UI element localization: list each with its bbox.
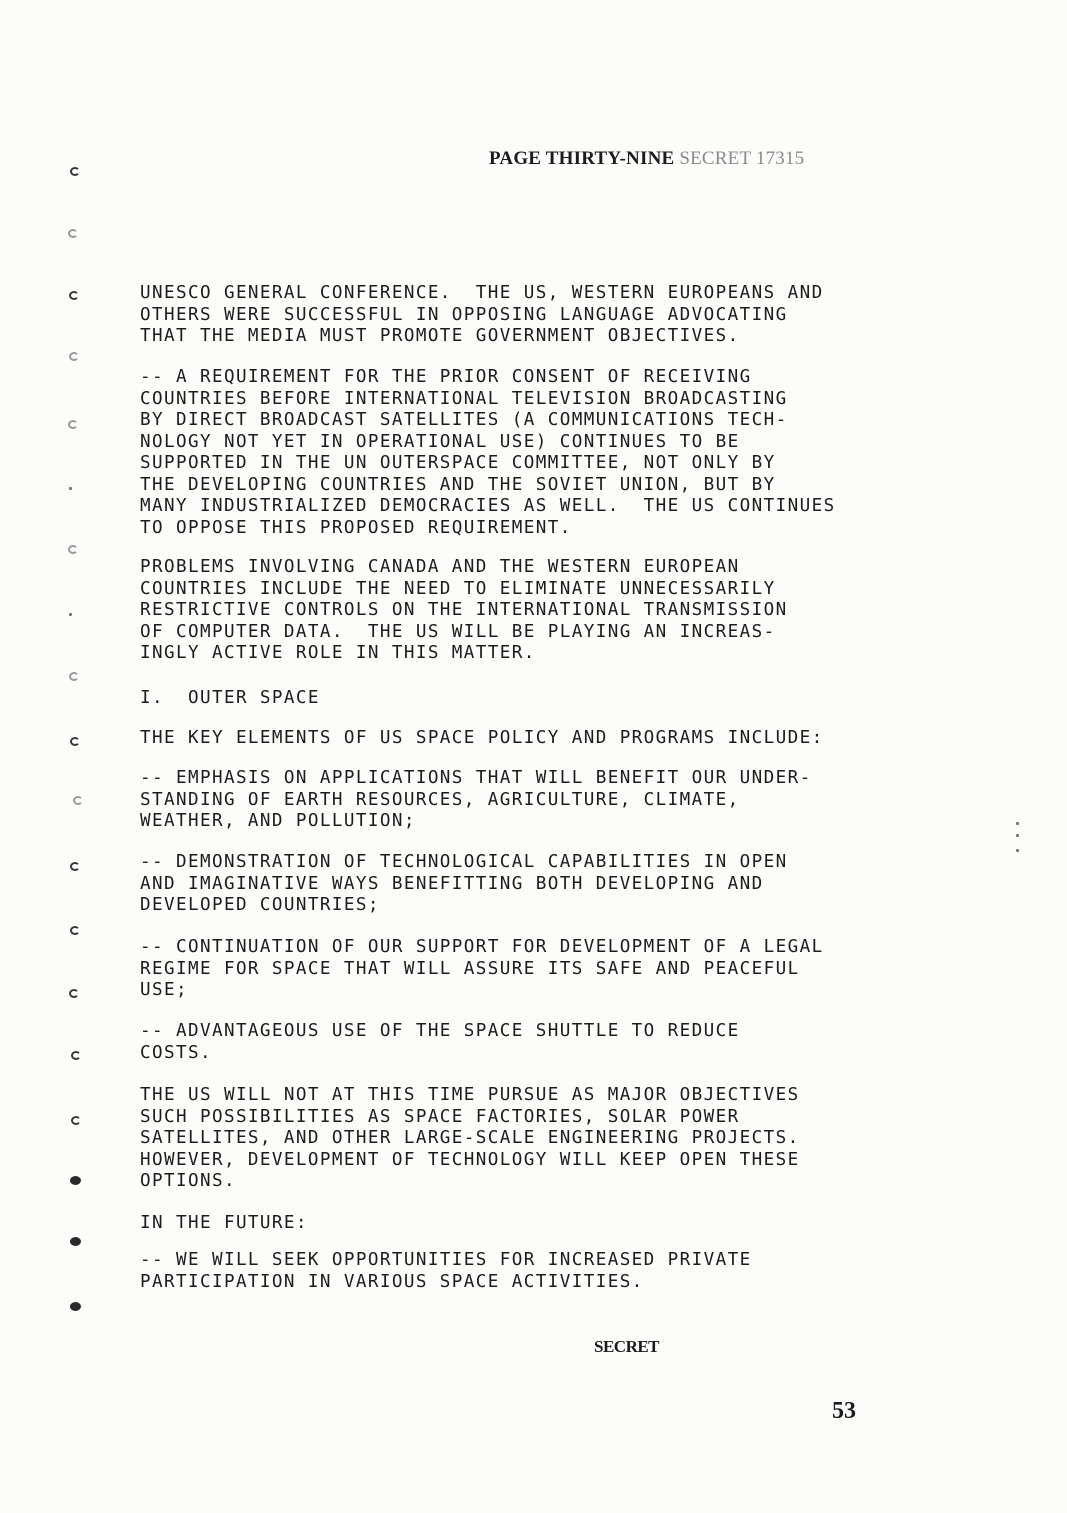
paragraph-continuation: -- CONTINUATION OF OUR SUPPORT FOR DEVELOPMENT OF A LEGAL REGIME FOR SPACE THAT WILL ASSURE ITS SAFE AND PEACEFUL USE; xyxy=(140,937,824,1000)
margin-hole-mark xyxy=(70,167,80,176)
margin-hole-mark xyxy=(70,1176,81,1185)
margin-hole-mark xyxy=(73,796,83,805)
margin-hole-mark xyxy=(69,672,79,681)
margin-hole-mark xyxy=(70,1237,81,1246)
paragraph-prior-consent: -- A REQUIREMENT FOR THE PRIOR CONSENT OF RECEIVING COUNTRIES BEFORE INTERNATIONAL TELEVISION BROADCASTING BY DIRECT BROADCAST SATELLITES (A COMMUNICATIONS TECH- NOLOGY NOT YET IN OPERATIONAL USE) CONTINUES TO BE SUPPORTED IN THE UN OUTERSPACE COMMITTEE, NOT ONLY BY THE DEVELOPING COUNTRIES AND THE SOVIET UNION, BUT BY MANY INDUSTRIALIZED DEMOCRACIES AS WELL. THE US CONTINUES TO OPPOSE THIS PROPOSED REQUIREMENT. xyxy=(140,367,836,538)
margin-hole-mark xyxy=(69,291,79,300)
margin-hole-mark xyxy=(70,862,80,871)
page-label-faint: SECRET 17315 xyxy=(679,148,805,169)
page-number: 53 xyxy=(832,1398,856,1424)
margin-speck xyxy=(1016,849,1019,852)
section-heading-outer-space: I. OUTER SPACE xyxy=(140,688,320,708)
margin-hole-mark xyxy=(69,352,79,361)
margin-hole-mark xyxy=(68,545,78,554)
margin-speck xyxy=(69,487,72,490)
margin-hole-mark xyxy=(69,989,79,998)
margin-hole-mark xyxy=(68,229,78,238)
margin-hole-mark xyxy=(70,1302,81,1311)
paragraph-in-the-future: IN THE FUTURE: xyxy=(140,1213,308,1233)
margin-hole-mark xyxy=(71,1116,81,1125)
margin-hole-mark xyxy=(70,737,80,746)
paragraph-canada-europe: PROBLEMS INVOLVING CANADA AND THE WESTERN EUROPEAN COUNTRIES INCLUDE THE NEED TO ELIMINATE UNNECESSARILY RESTRICTIVE CONTROLS ON THE INTERNATIONAL TRANSMISSION OF COMPUTER DATA. THE US WILL BE PLAYING AN INCREAS- INGLY ACTIVE ROLE IN THIS MATTER. xyxy=(140,557,788,663)
page-header xyxy=(489,148,804,170)
paragraph-key-elements: THE KEY ELEMENTS OF US SPACE POLICY AND PROGRAMS INCLUDE: xyxy=(140,728,824,748)
page-label: PAGE THIRTY-NINE xyxy=(489,148,675,169)
paragraph-unesco: UNESCO GENERAL CONFERENCE. THE US, WESTERN EUROPEANS AND OTHERS WERE SUCCESSFUL IN OPPOSING LANGUAGE ADVOCATING THAT THE MEDIA MUST PROMOTE GOVERNMENT OBJECTIVES. xyxy=(140,283,824,346)
paragraph-private-participation: -- WE WILL SEEK OPPORTUNITIES FOR INCREASED PRIVATE PARTICIPATION IN VARIOUS SPACE ACTIVITIES. xyxy=(140,1250,752,1292)
paragraph-demonstration: -- DEMONSTRATION OF TECHNOLOGICAL CAPABILITIES IN OPEN AND IMAGINATIVE WAYS BENEFITTING BOTH DEVELOPING AND DEVELOPED COUNTRIES; xyxy=(140,852,788,915)
margin-hole-mark xyxy=(68,420,78,429)
paragraph-shuttle: -- ADVANTAGEOUS USE OF THE SPACE SHUTTLE TO REDUCE COSTS. xyxy=(140,1021,740,1063)
margin-speck xyxy=(1016,834,1019,837)
margin-speck xyxy=(1016,822,1019,825)
paragraph-emphasis: -- EMPHASIS ON APPLICATIONS THAT WILL BENEFIT OUR UNDER- STANDING OF EARTH RESOURCES, AGRICULTURE, CLIMATE, WEATHER, AND POLLUTION; xyxy=(140,768,812,831)
classification-marking: SECRET xyxy=(594,1337,660,1356)
margin-speck xyxy=(69,613,72,616)
paragraph-objectives: THE US WILL NOT AT THIS TIME PURSUE AS MAJOR OBJECTIVES SUCH POSSIBILITIES AS SPACE FACTORIES, SOLAR POWER SATELLITES, AND OTHER LARGE-SCALE ENGINEERING PROJECTS. HOWEVER, DEVELOPMENT OF TECHNOLOGY WILL KEEP OPEN THESE OPTIONS. xyxy=(140,1085,800,1191)
margin-hole-mark xyxy=(71,1051,81,1060)
margin-hole-mark xyxy=(70,926,80,935)
